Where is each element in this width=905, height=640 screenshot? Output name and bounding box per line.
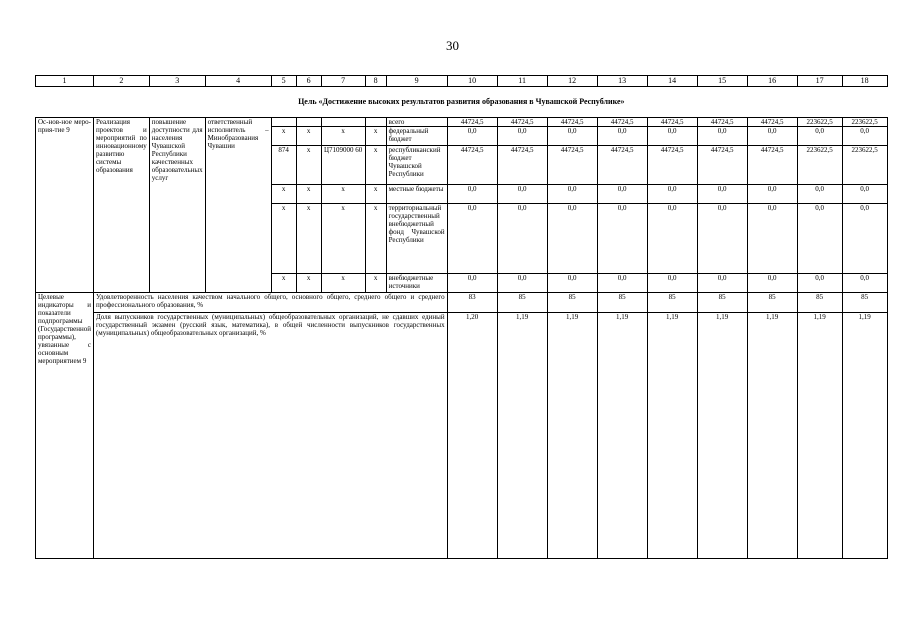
indicator-value: 1,19 [597,313,647,559]
indicator-value: 85 [497,293,547,313]
budget-code-cell [321,118,365,127]
indicator-value: 85 [797,293,842,313]
page-number: 30 [446,38,459,53]
funding-row [36,118,888,127]
value-cell: 0,0 [647,204,697,274]
value-cell: 44724,5 [447,118,497,127]
value-cell: 44724,5 [597,146,647,185]
column-header: 7 [321,76,365,87]
indicator-value: 1,19 [647,313,697,559]
budget-code-cell: x [321,127,365,146]
column-header: 6 [296,76,321,87]
indicator-row [36,313,888,559]
value-cell: 223622,5 [797,146,842,185]
value-cell: 44724,5 [747,118,797,127]
column-header: 3 [149,76,205,87]
budget-code-cell: x [296,146,321,185]
value-cell: 0,0 [497,204,547,274]
funding-source: внебюджетные источники [386,274,447,293]
column-header: 4 [205,76,271,87]
indicator-value: 85 [842,293,887,313]
indicator-value: 85 [597,293,647,313]
indicator-value: 1,19 [497,313,547,559]
value-cell: 0,0 [497,185,547,204]
value-cell: 0,0 [597,127,647,146]
indicator-value: 1,19 [842,313,887,559]
value-cell: 0,0 [697,274,747,293]
budget-code-cell: x [271,127,296,146]
measure-executor: ответственный исполнитель – Минобразования Чувашии [205,118,271,293]
column-header: 9 [386,76,447,87]
value-cell: 0,0 [597,204,647,274]
indicator-row [36,293,888,313]
column-header: 8 [365,76,386,87]
funding-source: федеральный бюджет [386,127,447,146]
indicator-value: 1,19 [747,313,797,559]
budget-code-cell: 874 [271,146,296,185]
budget-code-cell: x [321,274,365,293]
value-cell: 0,0 [647,274,697,293]
value-cell: 0,0 [747,274,797,293]
budget-code-cell: x [365,204,386,274]
value-cell: 0,0 [697,185,747,204]
value-cell: 0,0 [797,274,842,293]
value-cell: 0,0 [597,185,647,204]
indicator-value: 1,19 [547,313,597,559]
value-cell: 44724,5 [747,146,797,185]
budget-code-cell: x [296,274,321,293]
value-cell: 44724,5 [597,118,647,127]
column-header: 17 [797,76,842,87]
budget-code-cell [271,118,296,127]
value-cell: 44724,5 [647,146,697,185]
funding-source: всего [386,118,447,127]
budget-code-cell [365,118,386,127]
column-header: 11 [497,76,547,87]
value-cell: 223622,5 [842,118,887,127]
column-header: 18 [842,76,887,87]
value-cell: 0,0 [842,204,887,274]
indicator-value: 85 [647,293,697,313]
value-cell: 0,0 [547,127,597,146]
value-cell: 0,0 [497,127,547,146]
value-cell: 44724,5 [497,118,547,127]
column-header: 1 [36,76,94,87]
value-cell: 0,0 [697,204,747,274]
value-cell: 0,0 [797,127,842,146]
value-cell: 0,0 [647,185,697,204]
budget-code-cell: x [296,185,321,204]
budget-code-cell: x [365,274,386,293]
value-cell: 0,0 [842,127,887,146]
value-cell: 0,0 [447,274,497,293]
indicator-text: Удовлетворенность населения качеством начального общего, основного общего, среднего общего и среднего профессионального образования, % [93,293,447,313]
goal-title: Цель «Достижение высоких результатов развития образования в Чувашской Республике» [36,87,888,118]
value-cell: 0,0 [747,127,797,146]
column-header: 15 [697,76,747,87]
column-number-row [36,76,888,87]
indicator-value: 85 [697,293,747,313]
budget-table-container [35,75,888,559]
value-cell: 0,0 [547,274,597,293]
value-cell: 0,0 [842,274,887,293]
measure-label: Ос-нов-ное меро-прия-тие 9 [36,118,94,293]
budget-code-cell [296,118,321,127]
budget-code-cell: x [296,127,321,146]
budget-table [35,75,888,559]
budget-code-cell: x [271,274,296,293]
value-cell: 44724,5 [647,118,697,127]
value-cell: 0,0 [447,185,497,204]
indicator-value: 1,19 [797,313,842,559]
column-header: 13 [597,76,647,87]
budget-code-cell: x [321,204,365,274]
value-cell: 44724,5 [497,146,547,185]
indicator-value: 83 [447,293,497,313]
column-header: 12 [547,76,597,87]
indicator-value: 85 [547,293,597,313]
value-cell: 44724,5 [547,146,597,185]
value-cell: 44724,5 [697,146,747,185]
value-cell: 0,0 [547,204,597,274]
budget-code-cell: x [296,204,321,274]
value-cell: 0,0 [647,127,697,146]
indicator-text: Доля выпускников государственных (муниципальных) общеобразовательных организаций, не сдавших единый государственный экзамен (русский язык, математика), в общей численности выпускников государственных (муниципальных) общеобразовательных организаций, % [93,313,447,559]
indicator-value: 1,20 [447,313,497,559]
column-header: 10 [447,76,497,87]
budget-code-cell: x [321,185,365,204]
indicator-value: 1,19 [697,313,747,559]
measure-goal: повышение доступности для населения Чувашской Республики качественных образовательных услуг [149,118,205,293]
value-cell: 0,0 [497,274,547,293]
budget-code-cell: x [271,185,296,204]
budget-code-cell: x [365,127,386,146]
funding-source: территориальный государственный внебюджетный фонд Чувашской Республики [386,204,447,274]
budget-code-cell: x [365,146,386,185]
funding-source: республиканский бюджет Чувашской Республики [386,146,447,185]
column-header: 16 [747,76,797,87]
value-cell: 0,0 [447,127,497,146]
column-header: 2 [93,76,149,87]
goal-row [36,87,888,118]
measure-title: Реализация проектов и мероприятий по инновационному развитию системы образования [93,118,149,293]
value-cell: 0,0 [797,204,842,274]
value-cell: 0,0 [747,204,797,274]
value-cell: 0,0 [842,185,887,204]
indicator-value: 85 [747,293,797,313]
value-cell: 0,0 [697,127,747,146]
budget-code-cell: x [365,185,386,204]
value-cell: 0,0 [797,185,842,204]
column-header: 14 [647,76,697,87]
value-cell: 44724,5 [697,118,747,127]
funding-source: местные бюджеты [386,185,447,204]
value-cell: 223622,5 [842,146,887,185]
budget-code-cell: x [271,204,296,274]
value-cell: 44724,5 [447,146,497,185]
column-header: 5 [271,76,296,87]
value-cell: 0,0 [547,185,597,204]
value-cell: 44724,5 [547,118,597,127]
value-cell: 223622,5 [797,118,842,127]
indicators-label: Целевые индикаторы и показатели подпрограммы (Государственной программы), увязанные с основным мероприятием 9 [36,293,94,559]
value-cell: 0,0 [747,185,797,204]
value-cell: 0,0 [597,274,647,293]
value-cell: 0,0 [447,204,497,274]
budget-code-cell: Ц7109000 60 [321,146,365,185]
